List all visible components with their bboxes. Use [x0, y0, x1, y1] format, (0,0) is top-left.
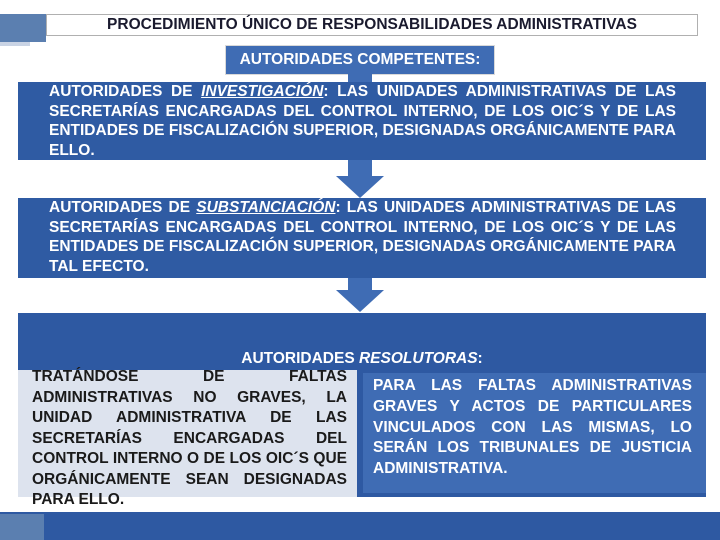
resolution-label-term: RESOLUTORAS [358, 350, 478, 367]
substantiation-label-prefix: AUTORIDADES DE [49, 199, 197, 216]
investigation-text: : LAS UNIDADES ADMINISTRATIVAS DE LAS SECRETARÍAS ENCARGADAS DEL CONTROL INTERNO, DE LOS OIC´S Y DE LAS ENTIDADES DE FISCALIZACIÓN SUPERIOR, DESIGNADAS ORGÁNICAMENTE PARA ELLO. [49, 83, 676, 159]
flow-arrow-head-3 [336, 290, 384, 312]
flow-arrow-stem-1 [348, 74, 372, 82]
footer-square [0, 514, 44, 540]
investigation-box [18, 82, 706, 160]
competent-authorities-header: AUTORIDADES COMPETENTES: [226, 46, 494, 74]
investigation-label-prefix: AUTORIDADES DE [49, 83, 202, 100]
non-serious-faults-panel [18, 368, 357, 508]
resolution-title [18, 350, 706, 368]
resolution-label-prefix: AUTORIDADES [241, 350, 359, 367]
resolution-label-suffix: : [477, 350, 483, 367]
substantiation-label-term: SUBSTANCIACIÓN [196, 199, 336, 216]
footer-bar [0, 512, 720, 540]
serious-faults-panel [363, 373, 706, 493]
decor-square-dark [0, 14, 46, 42]
investigation-label-term: INVESTIGACIÓN [201, 83, 324, 100]
serious-faults-text: PARA LAS FALTAS ADMINISTRATIVAS GRAVES Y ACTOS DE PARTICULARES VINCULADOS CON LAS MISMAS, LO SERÁN LOS TRIBUNALES DE JUSTICIA ADMINISTRATIVA. [373, 377, 692, 478]
substantiation-text: : LAS UNIDADES ADMINISTRATIVAS DE LAS SECRETARÍAS ENCARGADAS DEL CONTROL INTERNO, DE LOS OIC´S Y DE LAS ENTIDADES DE FISCALIZACIÓN SUPERIOR, DESIGNADAS ORGÁNICAMENTE PARA TAL EFECTO. [49, 199, 676, 275]
non-serious-faults-text: TRATÁNDOSE DE FALTAS ADMINISTRATIVAS NO GRAVES, LA UNIDAD ADMINISTRATIVA DE LAS SECRETARÍAS ENCARGADAS DEL CONTROL INTERNO O DE LOS OIC´S QUE ORGÁNICAMENTE SEAN DESIGNADAS PARA ELLO. [32, 368, 347, 508]
substantiation-box [18, 198, 706, 278]
page-title: PROCEDIMIENTO ÚNICO DE RESPONSABILIDADES ADMINISTRATIVAS [46, 14, 698, 36]
flow-arrow-head-2 [336, 176, 384, 198]
